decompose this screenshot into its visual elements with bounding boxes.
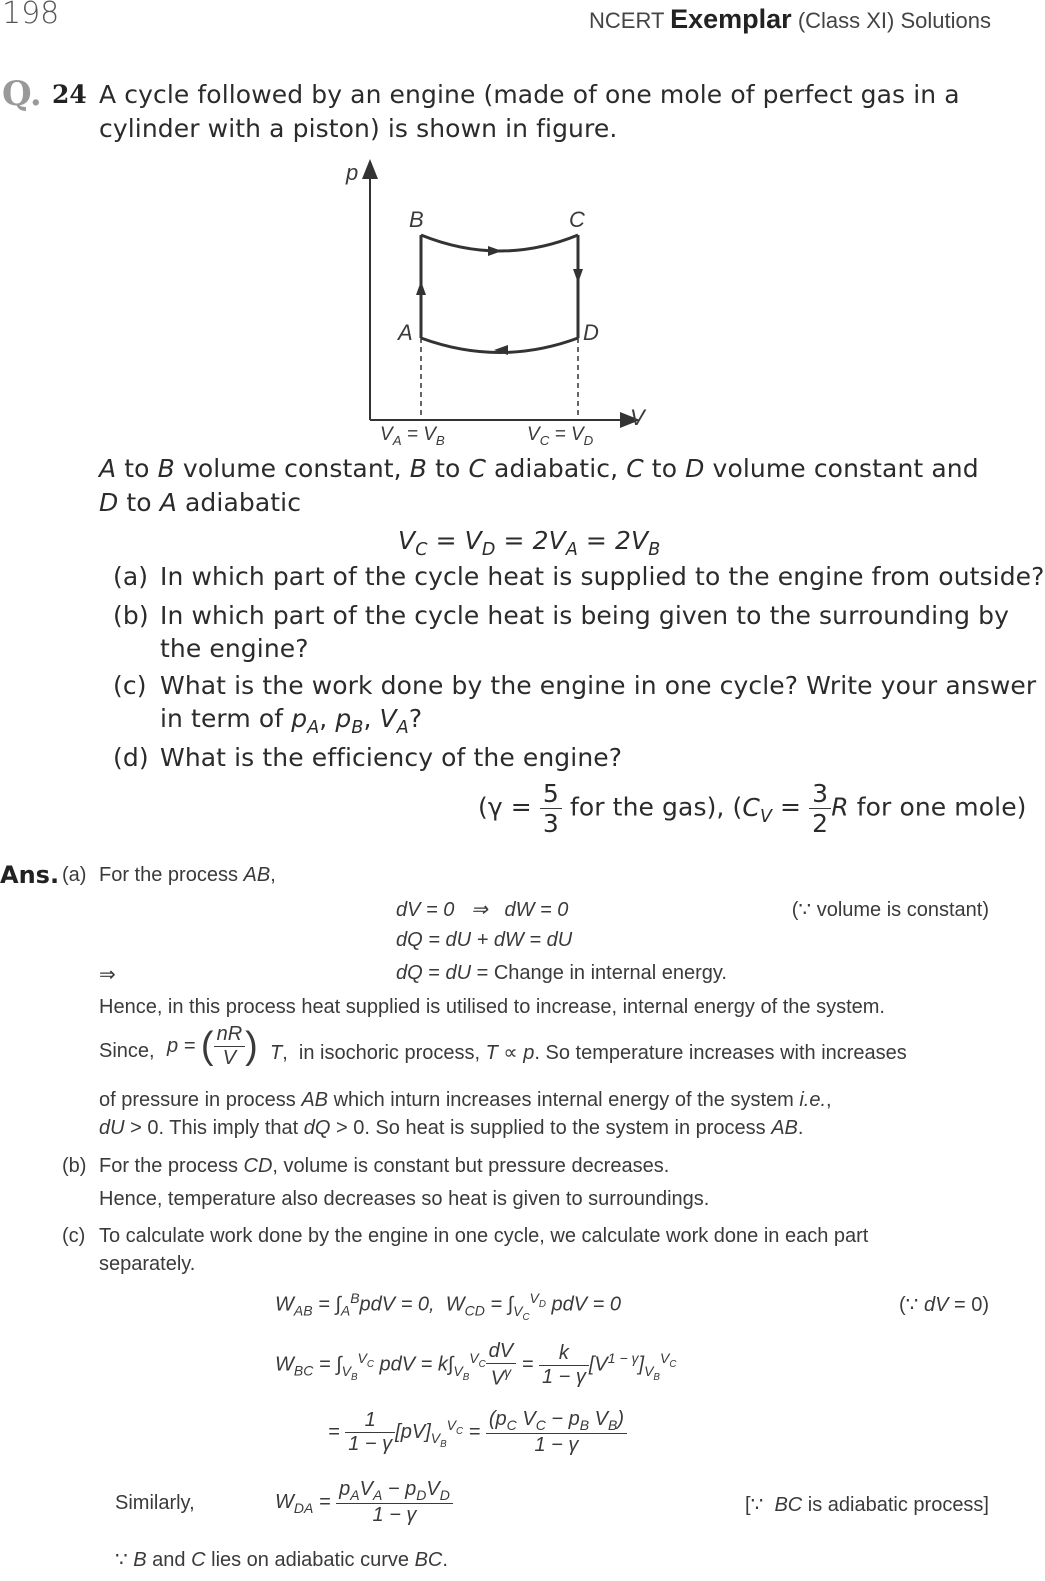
answer-b-label: (b) [62, 1155, 87, 1177]
question-label: Q. [2, 74, 42, 114]
answer-c-eq-1: $W_{AB} = \int_A^BpdV = 0$, $W_{CD} = \int_{V_C}^{V_D}$ pdV = 0 [275, 1290, 622, 1323]
answer-a-intro: For the process AB, [99, 864, 276, 886]
x-label-left: $V_A = V_B$ [380, 424, 445, 448]
answer-a-eq-2: dQ = dU + dW = dU [396, 929, 573, 951]
answer-a-since-rest: T, in isochoric process, T ∝ p. So temperature increases with increases [270, 1042, 907, 1064]
answer-a-line-3: of pressure in process AB which inturn increases internal energy of the system i.e., [99, 1089, 832, 1111]
part-b-line-2: the engine? [160, 634, 309, 663]
answer-a-line-4: dU > 0. This imply that dQ > 0. So heat is supplied to the system in process AB. [99, 1117, 804, 1139]
arrow-bc [488, 246, 502, 256]
axis-y-label: p [346, 160, 359, 185]
book-title-suffix: (Class XI) Solutions [797, 8, 991, 33]
answer-a-eq-1-reason: (∵ volume is constant) [791, 899, 989, 921]
answer-c-line-2: separately. [99, 1253, 196, 1275]
book-title [589, 4, 991, 35]
answer-c-line-1: To calculate work done by the engine in one cycle, we calculate work done in each part [99, 1225, 869, 1247]
answer-c-eq-2: $W_{BC} = \int_{V_B}^{V_C}$ pdV = $k\int_{V_B}^{V_C}$ $\frac{dV}{V^\gamma}$ = $\frac{k}{1 - \gamma}$ $[V^{1 - \gamma}]_{V_B}^{V_C}$ [275, 1340, 677, 1390]
point-a-label: A [398, 320, 413, 345]
answer-a-eq-3: dQ = dU = Change in internal energy. [396, 962, 727, 984]
answer-similarly: Similarly, [115, 1492, 195, 1514]
part-b-label: (b) [113, 601, 149, 630]
pv-cycle-diagram [340, 155, 660, 455]
x-label-right: $V_C = V_D$ [527, 424, 594, 448]
answer-a-eq-1: dV = 0 ⇒ dW = 0 [396, 899, 569, 921]
answer-b-line-2: Hence, temperature also decreases so heat is given to surroundings. [99, 1188, 710, 1210]
answer-b-line-1: For the process CD, volume is constant but pressure decreases. [99, 1155, 670, 1177]
point-b-label: B [409, 207, 424, 232]
answer-c-eq-3: = $\frac{1}{1 - \gamma}$ $[pV]_{V_B}^{V_C}$ = $\frac{(p_C V_C - p_B V_B)}{1 - \gamma}$ [328, 1408, 627, 1457]
ideal-gas-fraction: p = ( $\frac{nR}{V}$ ) [167, 1023, 258, 1069]
question-line-2: cylinder with a piston) is shown in figure. [99, 114, 618, 143]
process-bc [421, 235, 578, 251]
arrow-cd [573, 269, 583, 283]
part-a-text: In which part of the cycle heat is supplied to the engine from outside? [160, 562, 1045, 591]
point-d-label: D [583, 320, 599, 345]
arrow-ab [416, 281, 426, 295]
part-c-line-2: in term of $p_A$, $p_B$, $V_A$? [160, 704, 423, 738]
part-c-line-1: What is the work done by the engine in one cycle? Write your answer [160, 671, 1037, 700]
answer-c-eq-4: $W_{DA}$ = $\frac{p_AV_A - p_DV_D}{1 - \gamma}$ [275, 1478, 453, 1527]
part-d-text: What is the efficiency of the engine? [160, 743, 623, 772]
page-number: 198 [2, 0, 60, 31]
answer-c-last: ∵ B and C lies on adiabatic curve BC. [115, 1549, 448, 1571]
part-d-label: (d) [113, 743, 149, 772]
answer-c-eq-4-reason: [∵ BC is adiabatic process] [745, 1494, 989, 1516]
answer-c-eq-1-reason: (∵ dV = 0) [899, 1294, 989, 1316]
question-number: 24 [52, 80, 87, 109]
given-constants: (γ = $\frac{5}{3}$ for the gas), ($C_V$ = $\frac{3}{2}$ R for one mole) [478, 779, 1027, 838]
answer-a-since: Since, [99, 1040, 155, 1062]
point-c-label: C [569, 207, 585, 232]
part-c-label: (c) [113, 671, 147, 700]
process-description-2: D to A adiabatic [99, 488, 302, 517]
axis-x-label: V [630, 405, 645, 430]
answer-a-line-1: Hence, in this process heat supplied is utilised to increase, internal energy of the system. [99, 996, 885, 1018]
question-line-1: A cycle followed by an engine (made of one mole of perfect gas in a [99, 80, 960, 109]
part-b-line-1: In which part of the cycle heat is being given to the surrounding by [160, 601, 1009, 630]
book-title-bold: Exemplar [670, 4, 792, 34]
answer-label: Ans. [0, 861, 60, 889]
answer-a-label: (a) [62, 864, 87, 886]
answer-a-implies: ⇒ [99, 964, 116, 986]
part-a-label: (a) [113, 562, 149, 591]
process-description-1: A to B volume constant, B to C adiabatic, C to D volume constant and [99, 454, 979, 483]
volume-relation: $V_C = V_D = 2V_A = 2V_B$ [398, 526, 661, 560]
answer-c-label: (c) [62, 1225, 86, 1247]
book-title-prefix: NCERT [589, 8, 664, 33]
